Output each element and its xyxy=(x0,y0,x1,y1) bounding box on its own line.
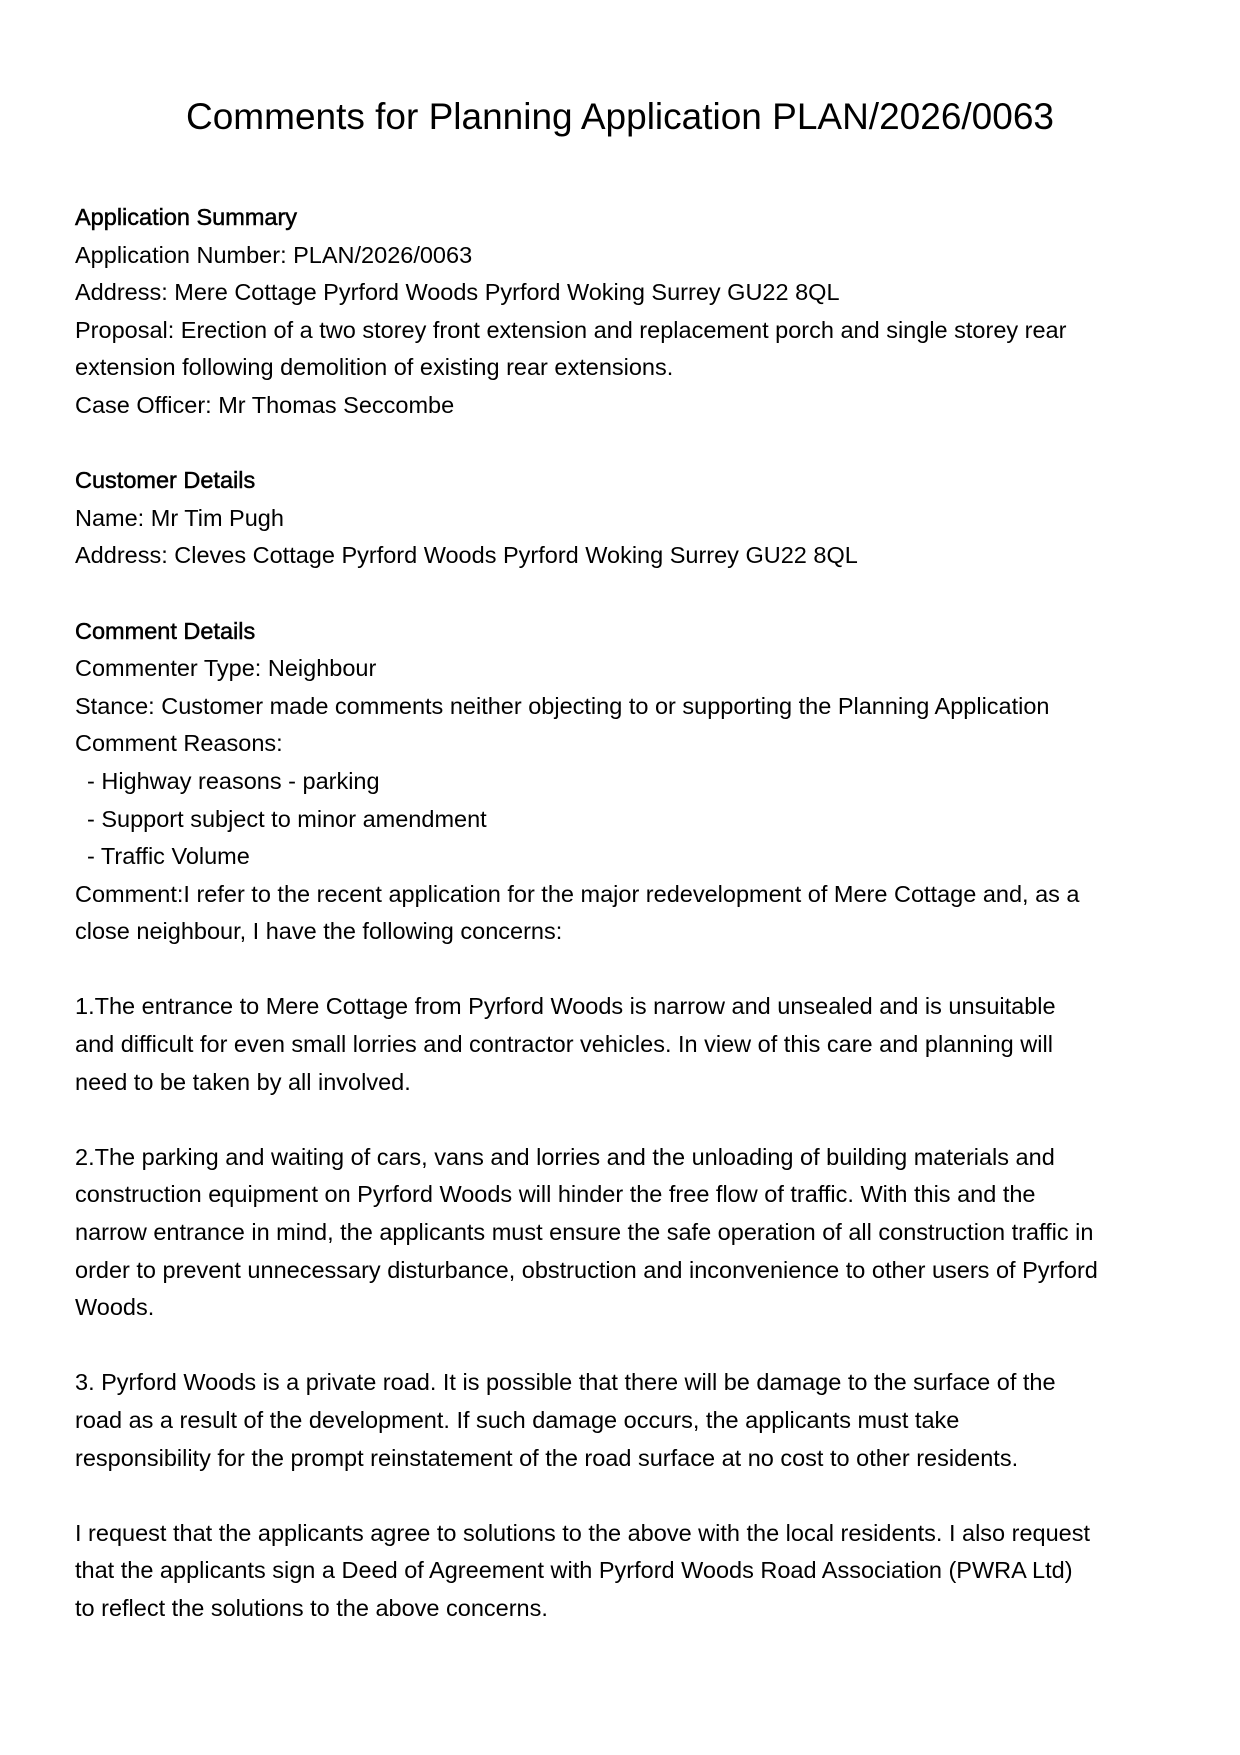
comment-point-1 xyxy=(75,988,1170,1101)
page-title: Comments for Planning Application PLAN/2026/0063 xyxy=(186,96,1054,137)
comment-details-section xyxy=(75,613,1170,1628)
comment-reason-item: - Highway reasons - parking xyxy=(87,767,380,794)
comment-reason-item: - Traffic Volume xyxy=(87,843,250,870)
spacer xyxy=(75,425,1170,463)
comment-intro-line: Comment:I refer to the recent application for the major redevelopment of Mere Cottage and, as a xyxy=(75,880,1080,907)
spacer xyxy=(75,951,1170,989)
case-officer: Case Officer: Mr Thomas Seccombe xyxy=(75,391,455,418)
comment-intro-line: close neighbour, I have the following concerns: xyxy=(75,918,563,945)
proposal-line: extension following demolition of existing rear extensions. xyxy=(75,354,674,381)
spacer xyxy=(75,1327,1170,1365)
paragraph-line: construction equipment on Pyrford Woods will hinder the free flow of traffic. With this and the xyxy=(75,1181,1036,1208)
document-body xyxy=(75,199,1170,1628)
spacer xyxy=(75,575,1170,613)
comment-point-3 xyxy=(75,1364,1170,1477)
comment-closing xyxy=(75,1515,1170,1628)
paragraph-line: narrow entrance in mind, the applicants must ensure the safe operation of all construction traffic in xyxy=(75,1219,1094,1246)
paragraph-line: that the applicants sign a Deed of Agreement with Pyrford Woods Road Association (PWRA Ltd) xyxy=(75,1557,1073,1584)
paragraph-line: and difficult for even small lorries and contractor vehicles. In view of this care and planning will xyxy=(75,1031,1053,1058)
application-number: Application Number: PLAN/2026/0063 xyxy=(75,241,473,268)
comment-reasons-label: Comment Reasons: xyxy=(75,730,283,757)
comment-point-2 xyxy=(75,1139,1170,1327)
commenter-type: Commenter Type: Neighbour xyxy=(75,655,377,682)
paragraph-line: to reflect the solutions to the above concerns. xyxy=(75,1594,548,1621)
customer-name: Name: Mr Tim Pugh xyxy=(75,504,284,531)
paragraph-line: I request that the applicants agree to solutions to the above with the local residents. I also request xyxy=(75,1519,1091,1546)
comment-details-heading: Comment Details xyxy=(75,617,256,644)
paragraph-line: need to be taken by all involved. xyxy=(75,1068,411,1095)
paragraph-line: 3. Pyrford Woods is a private road. It is possible that there will be damage to the surface of the xyxy=(75,1369,1056,1396)
proposal-line: Proposal: Erection of a two storey front extension and replacement porch and single storey rear xyxy=(75,316,1067,343)
customer-details-section xyxy=(75,462,1170,575)
customer-details-heading: Customer Details xyxy=(75,467,256,494)
spacer xyxy=(75,1101,1170,1139)
paragraph-line: 2.The parking and waiting of cars, vans and lorries and the unloading of building materials and xyxy=(75,1143,1055,1170)
paragraph-line: responsibility for the prompt reinstatement of the road surface at no cost to other residents. xyxy=(75,1444,1019,1471)
comment-reason-item: - Support subject to minor amendment xyxy=(87,805,487,832)
application-summary-heading: Application Summary xyxy=(75,204,298,230)
spacer xyxy=(75,1477,1170,1515)
paragraph-line: road as a result of the development. If such damage occurs, the applicants must take xyxy=(75,1407,960,1433)
application-summary-section xyxy=(75,199,1170,425)
paragraph-line: 1.The entrance to Mere Cottage from Pyrford Woods is narrow and unsealed and is unsuitable xyxy=(75,993,1056,1020)
paragraph-line: order to prevent unnecessary disturbance, obstruction and inconvenience to other users of Pyrford xyxy=(75,1256,1098,1283)
stance: Stance: Customer made comments neither objecting to or supporting the Planning Application xyxy=(75,692,1050,719)
customer-address: Address: Cleves Cottage Pyrford Woods Pyrford Woking Surrey GU22 8QL xyxy=(75,542,858,569)
paragraph-line: Woods. xyxy=(75,1294,155,1321)
application-address: Address: Mere Cottage Pyrford Woods Pyrford Woking Surrey GU22 8QL xyxy=(75,279,840,306)
